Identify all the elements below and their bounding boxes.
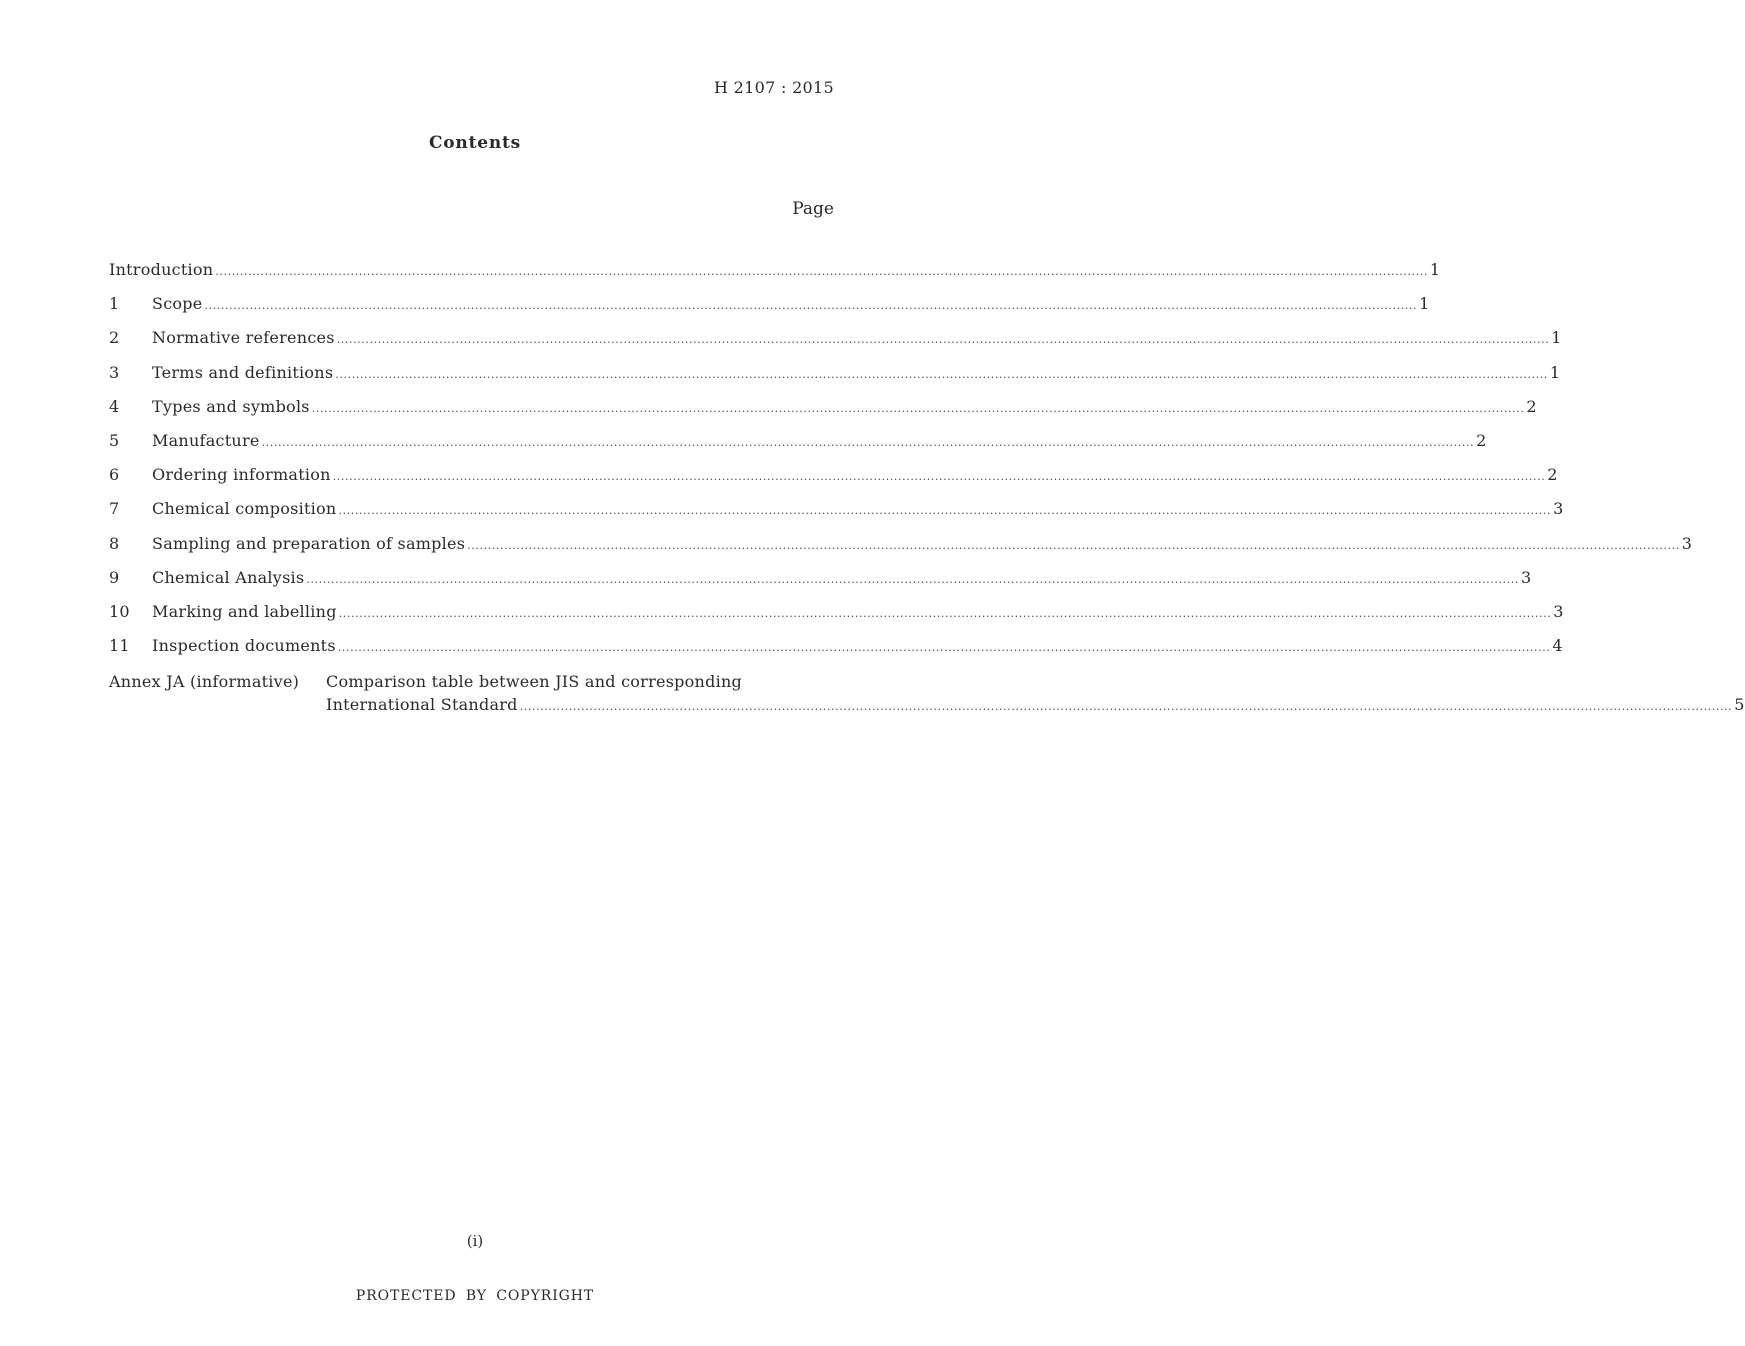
toc-leader-dots xyxy=(306,573,1519,586)
toc-entry[interactable] xyxy=(109,362,1561,397)
toc-leader-dots xyxy=(520,700,1733,713)
toc-entry[interactable] xyxy=(109,533,1693,568)
toc-entry-title: Marking and labelling xyxy=(152,601,337,621)
toc-entry-number: 10 xyxy=(109,601,130,621)
toc-entry[interactable] xyxy=(109,396,1537,431)
toc-entry-number: 2 xyxy=(109,328,120,348)
toc-leader-dots xyxy=(215,265,1428,278)
toc-entry-title: Introduction xyxy=(109,260,214,279)
page-title: Contents xyxy=(428,133,522,153)
toc-entry-page: 2 xyxy=(1547,465,1558,485)
annex-title-line2-row xyxy=(326,695,1745,714)
toc-entry-title: Chemical composition xyxy=(152,499,337,519)
toc-leader-dots xyxy=(205,299,1418,312)
annex-label: Annex JA (informative) xyxy=(109,672,300,692)
toc-entry-number: 1 xyxy=(109,294,120,314)
toc-entry[interactable] xyxy=(109,294,1430,328)
toc-entry-page: 1 xyxy=(1429,260,1441,279)
toc-entry-number: 5 xyxy=(109,430,120,450)
toc-leader-dots xyxy=(333,470,1546,483)
toc-leader-dots xyxy=(262,436,1475,449)
toc-entry-page: 3 xyxy=(1681,533,1693,553)
toc-entry-number: 7 xyxy=(109,499,120,519)
toc-entry[interactable] xyxy=(109,499,1564,533)
toc-leader-dots xyxy=(338,641,1551,654)
toc-entry-page: 2 xyxy=(1476,430,1487,450)
toc-entry-number: 3 xyxy=(109,362,120,382)
toc-entry-page: 1 xyxy=(1419,294,1430,314)
annex-title-line2: International Standard xyxy=(326,695,518,715)
toc-entry-page: 3 xyxy=(1520,567,1532,587)
toc-entry[interactable] xyxy=(109,430,1487,465)
toc-leader-dots xyxy=(467,539,1680,552)
toc-leader-dots xyxy=(335,368,1548,381)
toc-entry-page: 3 xyxy=(1553,601,1564,621)
toc-entry[interactable] xyxy=(109,636,1563,670)
toc-entry-page: 2 xyxy=(1526,396,1537,416)
toc-entry-page: 4 xyxy=(1552,636,1563,656)
toc-entry-title: Terms and definitions xyxy=(152,362,334,382)
toc-entry-page: 1 xyxy=(1551,328,1562,348)
toc-leader-dots xyxy=(312,402,1525,415)
toc-entry-title: Ordering information xyxy=(152,465,331,485)
toc-entry-page: 3 xyxy=(1553,499,1564,519)
toc-leader-dots xyxy=(338,504,1551,517)
toc-entry-number: 11 xyxy=(109,636,130,656)
toc-leader-dots xyxy=(339,607,1552,620)
toc-entry-number: 8 xyxy=(109,533,120,553)
toc-entry-title: Manufacture xyxy=(152,430,260,450)
table-of-contents xyxy=(109,260,1745,715)
annex-title-line1: Comparison table between JIS and corresponding xyxy=(326,672,742,692)
annex-body xyxy=(326,672,1745,714)
toc-entry-number: 6 xyxy=(109,465,120,485)
toc-entry-page: 1 xyxy=(1549,362,1561,382)
toc-entry-number: 9 xyxy=(109,567,120,587)
toc-entry-title: Scope xyxy=(152,294,203,314)
toc-entry-page: 5 xyxy=(1734,695,1745,715)
toc-leader-dots xyxy=(337,333,1550,346)
toc-entry-title: Chemical Analysis xyxy=(152,567,305,587)
copyright-notice: PROTECTED BY COPYRIGHT xyxy=(355,1288,595,1304)
toc-entry[interactable] xyxy=(109,601,1564,636)
toc-entry-title: Sampling and preparation of samples xyxy=(152,533,466,553)
toc-entry-number: 4 xyxy=(109,396,120,416)
document-code: H 2107 : 2015 xyxy=(714,78,834,97)
toc-entry-annex[interactable] xyxy=(109,672,1745,715)
toc-entry-introduction[interactable] xyxy=(109,260,1441,294)
toc-entry-title: Types and symbols xyxy=(152,396,310,416)
toc-entry[interactable] xyxy=(109,465,1558,499)
toc-entry-title: Normative references xyxy=(152,328,335,348)
footer-page-number: (i) xyxy=(466,1232,484,1250)
toc-entry[interactable] xyxy=(109,328,1562,362)
page-column-label: Page xyxy=(792,199,834,219)
toc-entry[interactable] xyxy=(109,567,1532,602)
toc-entry-title: Inspection documents xyxy=(152,636,336,656)
